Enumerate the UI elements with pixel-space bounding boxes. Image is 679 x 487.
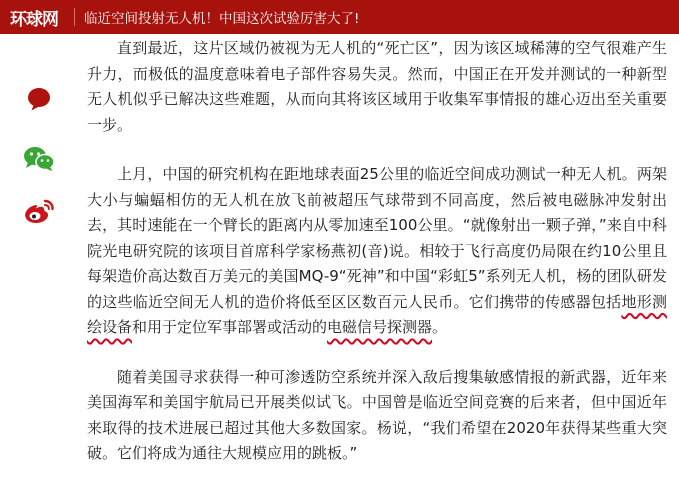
article-body (87, 36, 667, 467)
site-logo[interactable]: 环球网 (10, 9, 58, 30)
weibo-icon (23, 198, 55, 226)
paragraph-text: 上月，中国的研究机构在距地球表面25公里的临近空间成功测试一种无人机。两架大小与蝙蝠相仿的无人机在放飞前被超压气球带到不同高度，然后被电磁脉冲发射出去，其时速能在一个臂长的距离内从零加速至100公里。“就像射出一颗子弹，”来自中科院光电研究院的该项目首席科学家杨燕初(音)说。相较于飞行高度仍局限在约10公里且每架造价高达数百万美元的美国MQ-9“死神”和中国“彩虹5”系列无人机，杨的团队研发的这些临近空间无人机的造价将低至区区数百元人民币。它们携带的传感器包括 (87, 165, 667, 311)
comment-icon (26, 86, 52, 112)
top-bar (0, 0, 679, 34)
weibo-share-button[interactable] (21, 198, 57, 226)
article-headline: 临近空间投射无人机！中国这次试验厉害大了! (84, 11, 360, 27)
paragraph-text: 。 (432, 318, 448, 336)
wechat-share-button[interactable] (21, 146, 57, 172)
wechat-icon (23, 146, 55, 172)
highlighted-phrase: 电磁信号探测器 (327, 318, 433, 336)
article-paragraph: 直到最近，这片区域仍被视为无人机的“死亡区”，因为该区域稀薄的空气很难产生升力，而极低的温度意味着电子部件容易失灵。然而，中国正在开发并测试的一种新型无人机似乎已解决这些难题，从而向其将该区域用于收集军事情报的雄心迈出至关重要一步。 (87, 39, 667, 134)
article-paragraph (87, 162, 667, 341)
comment-share-button[interactable] (21, 86, 57, 112)
paragraph-text: 和用于定位军事部署或活动的 (132, 318, 328, 336)
header-divider (74, 8, 75, 26)
highlighted-phrase: 地形测绘设备 (87, 292, 667, 336)
article-paragraph: 随着美国寻求获得一种可渗透防空系统并深入敌后搜集敏感情报的新武器，近年来美国海军和美国宇航局已开展类似试飞。中国曾是临近空间竞赛的后来者，但中国近年来取得的技术进展已超过其他大多数国家。杨说，“我们希望在2020年获得某些重大突破。它们将成为通往大规模应用的跳板。” (87, 367, 667, 462)
